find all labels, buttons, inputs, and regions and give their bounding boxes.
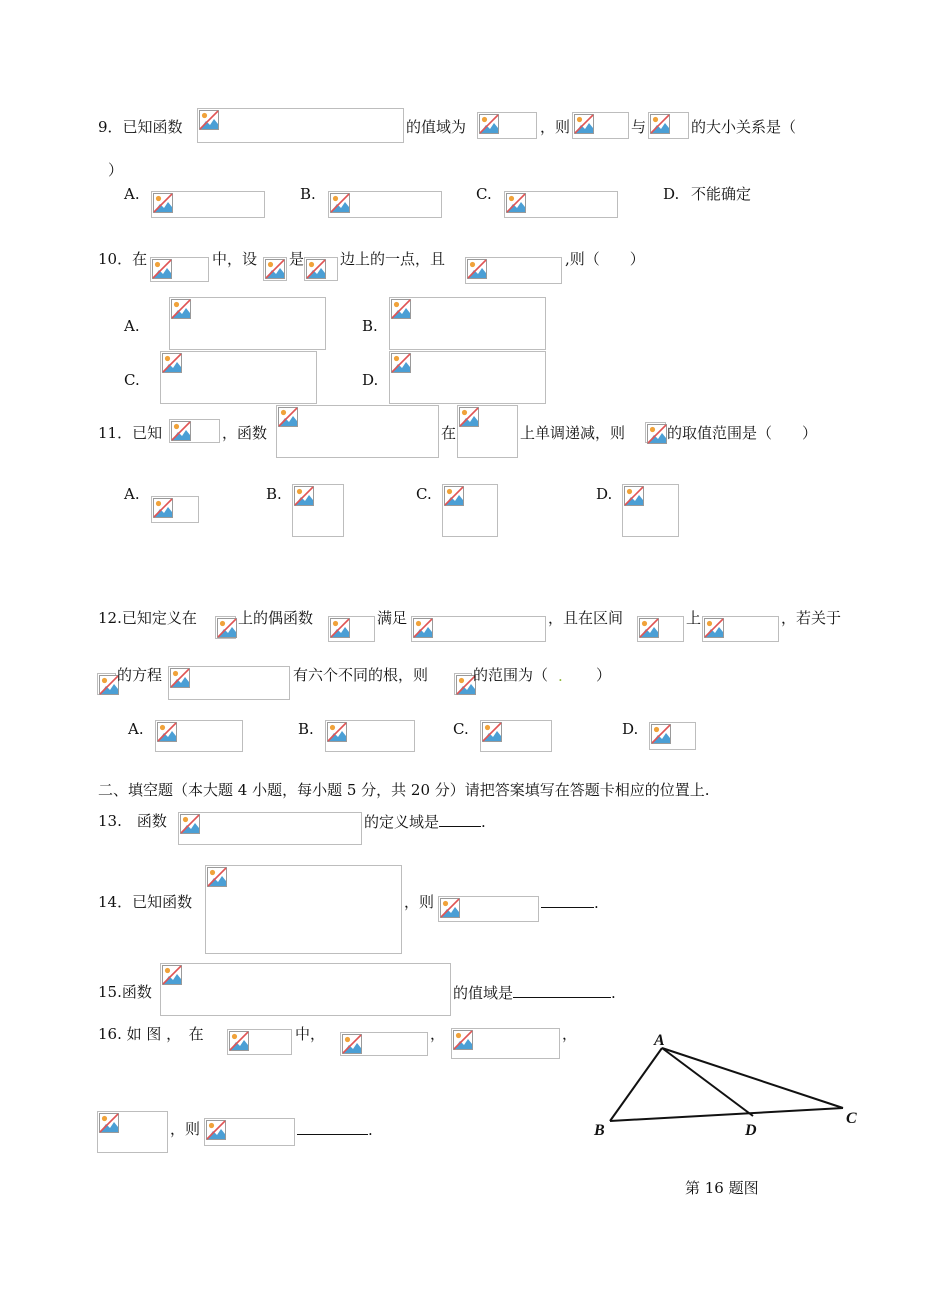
- q12-option-c-label: C.: [453, 720, 469, 738]
- broken-image-icon: [180, 814, 200, 834]
- q16-triangle-image: [227, 1029, 292, 1055]
- q12-stem: 12.已知定义在: [98, 609, 197, 627]
- q14-answer: [541, 893, 599, 912]
- q10-side-image: [304, 257, 338, 281]
- q10-text-then: ,则（ ）: [565, 250, 645, 268]
- q9-option-c-image: [504, 191, 618, 218]
- q9-option-d-text: 不能确定: [691, 185, 752, 203]
- q11-stem: 11．已知: [98, 424, 163, 442]
- q14-text-then: ，则: [404, 893, 435, 911]
- q11-option-a-image: [151, 496, 199, 523]
- q13-text-domain-label: 的定义域是: [364, 813, 440, 831]
- q10-option-a-image: [169, 297, 326, 350]
- broken-image-icon: [391, 299, 411, 319]
- q11-text-range: 的取值范围是（ ）: [667, 424, 818, 442]
- q16-stem: 16. 如 图 ， 在: [98, 1025, 204, 1043]
- q12-dot: .: [558, 667, 563, 685]
- q9-close-paren: ）: [108, 161, 124, 179]
- q10-option-c-image: [160, 351, 317, 404]
- broken-image-icon: [453, 1030, 473, 1050]
- q16-comma-1: ，: [430, 1025, 446, 1043]
- figure-label-c: C: [846, 1110, 857, 1127]
- broken-image-icon: [162, 353, 182, 373]
- q12-text-on: 上: [686, 609, 702, 627]
- q12-text-equation: 的方程: [117, 666, 163, 684]
- figure-label-b: B: [594, 1122, 605, 1139]
- broken-image-icon: [639, 618, 659, 638]
- broken-image-icon: [294, 486, 314, 506]
- broken-image-icon: [342, 1034, 362, 1054]
- figure-side-ac: [662, 1048, 843, 1108]
- q9-stem: 9．已知函数: [98, 118, 183, 136]
- broken-image-icon: [217, 618, 237, 638]
- q11-option-a-label: A.: [124, 485, 140, 503]
- q14-expression-image: [438, 896, 539, 922]
- q12-option-a-image: [155, 720, 243, 752]
- broken-image-icon: [207, 867, 227, 887]
- q12-function-image: [328, 616, 375, 642]
- q12-text-roots: 有六个不同的根，则: [293, 666, 429, 684]
- q11-text-function: ，函数: [222, 424, 268, 442]
- q14-period: .: [594, 894, 599, 912]
- q16-comma-2: ，: [562, 1025, 578, 1043]
- q16-text-then: ，则: [170, 1120, 201, 1138]
- q12-text-if-about: ，若关于: [781, 609, 842, 627]
- q11-option-d-image: [622, 484, 679, 537]
- q9-function-image: [197, 108, 404, 143]
- q10-point-image: [263, 257, 287, 281]
- q12-option-d-image: [649, 722, 696, 750]
- q13-answer-blank[interactable]: [439, 812, 481, 827]
- broken-image-icon: [327, 722, 347, 742]
- broken-image-icon: [482, 722, 502, 742]
- q15-text-range-label: 的值域是: [453, 984, 514, 1002]
- q16-condition1-image: [340, 1032, 428, 1056]
- broken-image-icon: [157, 722, 177, 742]
- q10-option-d-image: [389, 351, 546, 404]
- broken-image-icon: [624, 486, 644, 506]
- broken-image-icon: [99, 1113, 119, 1133]
- figure-side-bc: [610, 1108, 843, 1121]
- q16-answer-blank[interactable]: [297, 1120, 368, 1135]
- q14-answer-blank[interactable]: [541, 893, 594, 908]
- q16-expression-image: [204, 1118, 295, 1146]
- q16-text-in: 中，: [295, 1025, 326, 1043]
- q12-interval-image: [637, 616, 684, 642]
- q9-option-b-image: [328, 191, 442, 218]
- q15-period: .: [611, 984, 616, 1002]
- q11-option-d-label: D.: [596, 485, 613, 503]
- q9-text-then: ，则: [540, 118, 571, 136]
- q11-option-b-label: B.: [266, 485, 282, 503]
- q12-definition-image: [702, 616, 779, 642]
- q10-option-d-label: D.: [362, 371, 379, 389]
- broken-image-icon: [171, 299, 191, 319]
- broken-image-icon: [229, 1031, 249, 1051]
- q9-option-c-label: C.: [476, 185, 492, 203]
- q10-triangle-image: [150, 257, 209, 282]
- q16-period: .: [368, 1121, 373, 1139]
- figure-label-d: D: [745, 1122, 757, 1139]
- q12-domain-image: [215, 616, 236, 639]
- q9-expr2-image: [648, 112, 689, 139]
- q12-var2-image: [454, 673, 472, 695]
- q12-option-b-label: B.: [298, 720, 314, 738]
- q15-function-image: [160, 963, 451, 1016]
- broken-image-icon: [171, 421, 191, 441]
- q13-text-domain: [364, 812, 486, 831]
- broken-image-icon: [170, 668, 190, 688]
- broken-image-icon: [153, 193, 173, 213]
- broken-image-icon: [704, 618, 724, 638]
- broken-image-icon: [99, 675, 119, 695]
- figure-side-ab: [610, 1048, 662, 1121]
- broken-image-icon: [651, 724, 671, 744]
- q10-option-b-label: B.: [362, 317, 378, 335]
- q12-option-c-image: [480, 720, 552, 752]
- broken-image-icon: [330, 618, 350, 638]
- broken-image-icon: [391, 353, 411, 373]
- q9-expr1-image: [572, 112, 629, 139]
- q9-option-b-label: B.: [300, 185, 316, 203]
- broken-image-icon: [162, 965, 182, 985]
- q14-stem: 14．已知函数: [98, 893, 193, 911]
- q10-text-let: 中，设: [212, 250, 258, 268]
- q15-stem: 15.函数: [98, 983, 152, 1001]
- broken-image-icon: [152, 259, 172, 279]
- broken-image-icon: [265, 259, 285, 279]
- q11-interval-image: [457, 405, 518, 458]
- broken-image-icon: [574, 114, 594, 134]
- q11-option-c-label: C.: [416, 485, 432, 503]
- q12-equation-image: [168, 666, 290, 700]
- broken-image-icon: [206, 1120, 226, 1140]
- q9-option-d-label: D.: [663, 185, 680, 203]
- broken-image-icon: [459, 407, 479, 427]
- q12-relation-image: [411, 616, 546, 642]
- q11-function-image: [276, 405, 439, 458]
- q12-close-paren: ）: [566, 666, 612, 684]
- q11-text-decreasing: 上单调递减，则: [520, 424, 626, 442]
- q10-condition-image: [465, 257, 562, 284]
- q9-option-a-label: A.: [124, 185, 140, 203]
- broken-image-icon: [440, 898, 460, 918]
- broken-image-icon: [199, 110, 219, 130]
- q16-triangle-figure: [588, 1025, 868, 1165]
- q15-text-range: [453, 983, 616, 1002]
- broken-image-icon: [479, 114, 499, 134]
- q12-option-a-label: A.: [128, 720, 144, 738]
- q10-option-a-label: A.: [124, 317, 140, 335]
- q10-option-c-label: C.: [124, 371, 140, 389]
- q11-var-image: [645, 422, 666, 443]
- broken-image-icon: [306, 259, 326, 279]
- broken-image-icon: [467, 259, 487, 279]
- q9-option-a-image: [151, 191, 265, 218]
- broken-image-icon: [444, 486, 464, 506]
- q15-answer-blank[interactable]: [513, 983, 611, 998]
- q12-option-d-label: D.: [622, 720, 639, 738]
- q13-function-image: [178, 812, 362, 845]
- figure-segment-ad: [662, 1048, 753, 1116]
- broken-image-icon: [330, 193, 350, 213]
- q10-text-side: 边上的一点，且: [340, 250, 446, 268]
- q16-answer: [297, 1120, 373, 1139]
- q9-text-and: 与: [631, 118, 647, 136]
- broken-image-icon: [650, 114, 670, 134]
- broken-image-icon: [413, 618, 433, 638]
- broken-image-icon: [153, 498, 173, 518]
- broken-image-icon: [278, 407, 298, 427]
- q14-function-image: [205, 865, 402, 954]
- broken-image-icon: [647, 424, 667, 444]
- q10-text-is: 是: [289, 250, 305, 268]
- figure-label-a: A: [654, 1032, 665, 1049]
- q10-option-b-image: [389, 297, 546, 350]
- figure-caption: 第 16 题图: [685, 1179, 759, 1197]
- q10-stem: 10．在: [98, 250, 148, 268]
- q12-text-interval: ，且在区间: [548, 609, 624, 627]
- section-2-heading: 二、填空题（本大题 4 小题，每小题 5 分，共 20 分）请把答案填写在答题卡相应的位置上.: [98, 781, 710, 799]
- q13-period: .: [481, 813, 486, 831]
- q16-condition2-image: [451, 1028, 560, 1059]
- q11-param-image: [169, 419, 220, 443]
- q12-option-b-image: [325, 720, 415, 752]
- q9-text-range: 的值域为: [406, 118, 467, 136]
- q9-range-image: [477, 112, 537, 139]
- q12-text-range: 的范围为（: [473, 666, 549, 684]
- q12-text-even: 上的偶函数: [238, 609, 314, 627]
- q16-condition3-image: [97, 1111, 168, 1153]
- q11-option-c-image: [442, 484, 498, 537]
- q12-var-image: [97, 673, 116, 695]
- q11-text-on: 在: [441, 424, 457, 442]
- q13-stem: 13. 函数: [98, 812, 167, 830]
- q9-text-compare: 的大小关系是（: [691, 118, 797, 136]
- q12-text-satisfies: 满足: [377, 609, 408, 627]
- broken-image-icon: [506, 193, 526, 213]
- q11-option-b-image: [292, 484, 344, 537]
